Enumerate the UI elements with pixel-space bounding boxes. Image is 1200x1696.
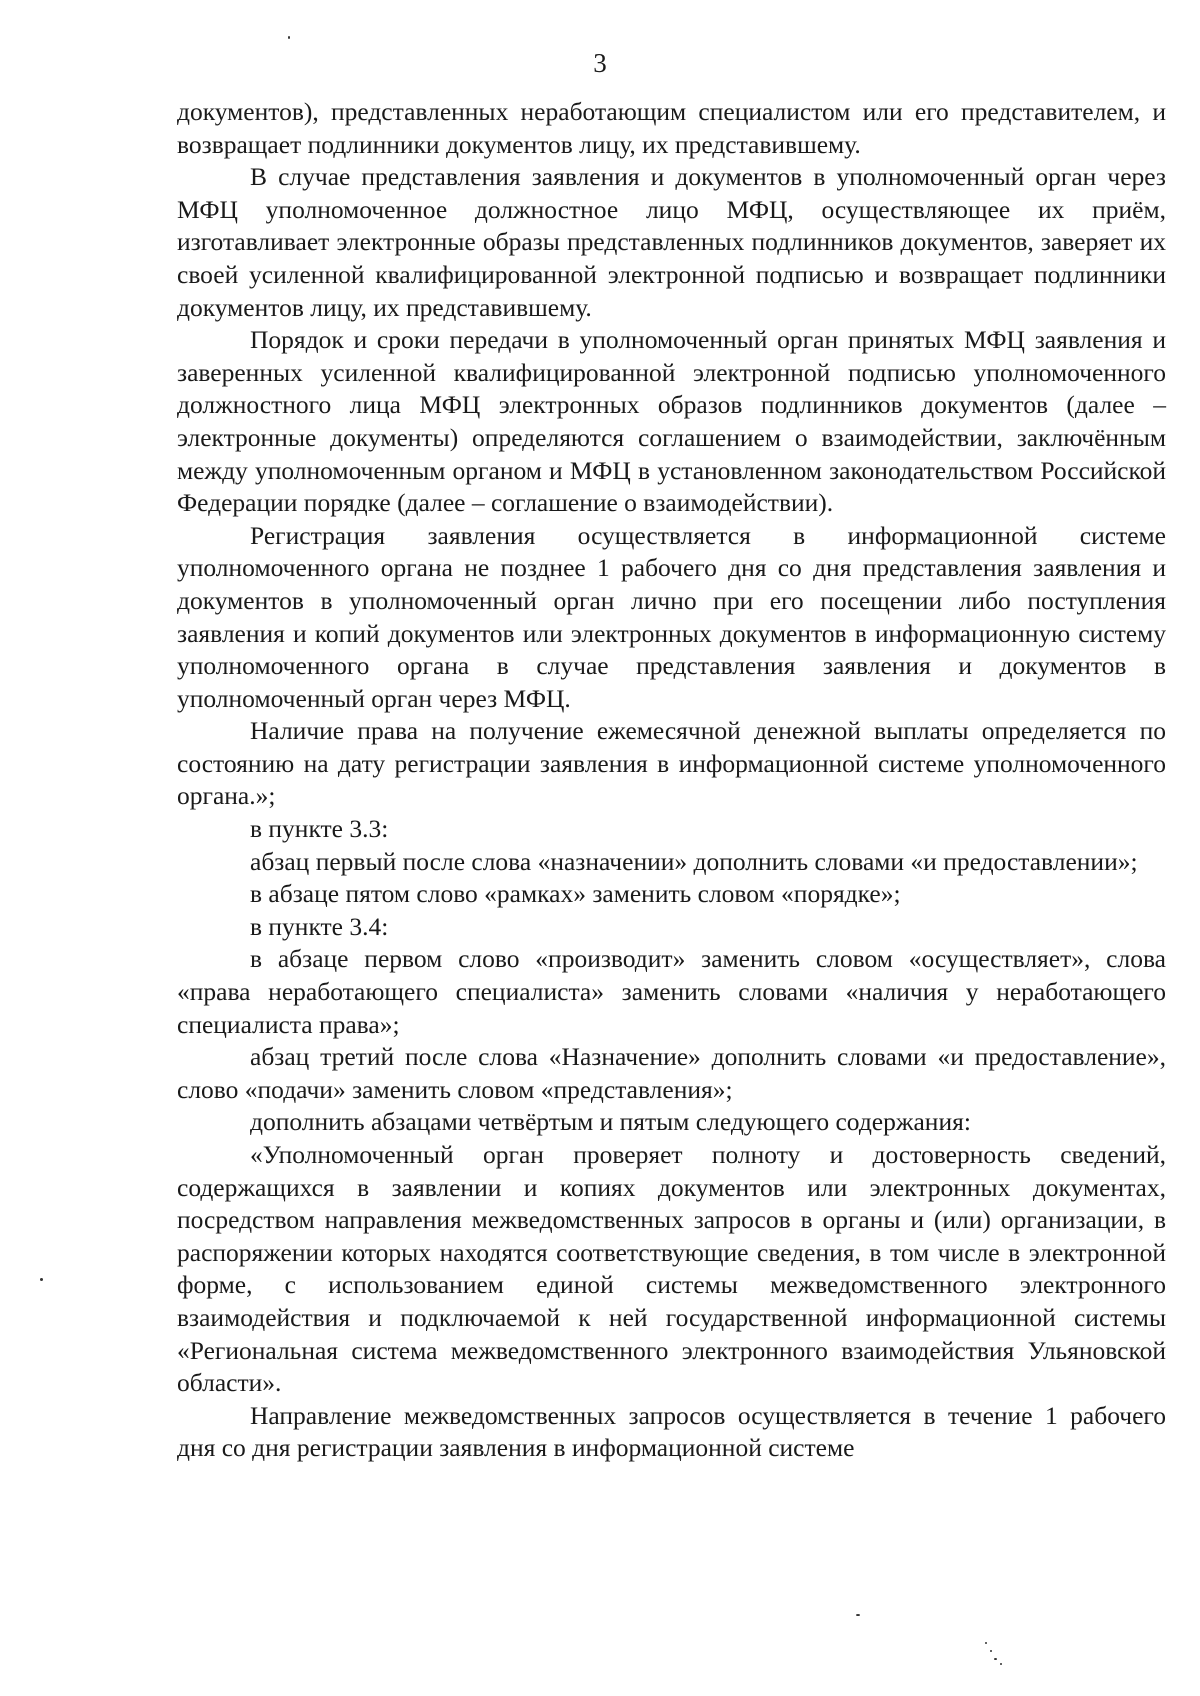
paragraph: Направление межведомственных запросов осуществляется в течение 1 рабочего дня со дня регистрации заявления в информационной системе: [177, 1400, 1166, 1463]
scan-speck: [985, 1642, 987, 1644]
paragraph: абзац первый после слова «назначении» дополнить словами «и предоставлении»;: [250, 846, 1138, 876]
scan-speck: [40, 1278, 43, 1281]
paragraph: Регистрация заявления осуществляется в информационной системе уполномоченного органа не позднее 1 рабочего дня со дня представления заявления и документов в уполномоченный орган лично при его посещении либо поступления заявления и копий документов или электронных документов в информационную систему уполномоченного органа в случае представления заявления и документов в уполномоченный орган через МФЦ.: [177, 520, 1166, 713]
paragraph: «Уполномоченный орган проверяет полноту и достоверность сведений, содержащихся в заявлении и копиях документов или электронных документах, посредством направления межведомственных запросов в органы и (или) организации, в распоряжении которых находятся соответствующие сведения, в том числе в электронной форме, с использованием единой системы межведомственного электронного взаимодействия и подключаемой к ней государственной информационной системы «Региональная система межведомственного электронного взаимодействия Ульяновской области».: [177, 1140, 1166, 1398]
paragraph: документов), представленных неработающим специалистом или его представителем, и возвращает подлинники документов лицу, их представившему.: [177, 97, 1166, 159]
scan-speck: [1000, 1663, 1002, 1665]
paragraph: в пункте 3.3:: [250, 814, 389, 844]
paragraph: В случае представления заявления и документов в уполномоченный орган через МФЦ уполномоченное должностное лицо МФЦ, осуществляющее их приём, изготавливает электронные образы представленных подлинников документов, заверяет их своей усиленной квалифицированной электронной подписью и возвращает подлинники документов лицу, их представившему.: [177, 162, 1166, 322]
scan-speck: [288, 36, 290, 39]
paragraph: Порядок и сроки передачи в уполномоченный орган принятых МФЦ заявления и заверенных усиленной квалифицированной электронной подписью уполномоченного должностного лица МФЦ электронных образов подлинников документов (далее – электронные документы) определяются соглашением о взаимодействии, заключённым между уполномоченным органом и МФЦ в установленном законодательством Российской Федерации порядке (далее – соглашение о взаимодействии).: [177, 325, 1166, 518]
paragraph: Наличие права на получение ежемесячной денежной выплаты определяется по состоянию на дату регистрации заявления в информационной системе уполномоченного органа.»;: [177, 716, 1166, 811]
paragraph: в пункте 3.4:: [250, 911, 389, 941]
document-body: [177, 96, 1166, 1465]
paragraph: абзац третий после слова «Назначение» дополнить словами «и предоставление», слово «подачи» заменить словом «представления»;: [177, 1042, 1166, 1104]
scan-speck: [994, 1658, 997, 1660]
paragraph: дополнить абзацами четвёртым и пятым следующего содержания:: [250, 1107, 971, 1137]
paragraph: в абзаце пятом слово «рамках» заменить словом «порядке»;: [250, 879, 901, 909]
scan-speck: [856, 1614, 860, 1616]
scan-speck: [990, 1650, 992, 1652]
paragraph: в абзаце первом слово «производит» заменить словом «осуществляет», слова «права неработающего специалиста» заменить словами «наличия у неработающего специалиста права»;: [177, 944, 1166, 1039]
page-number: 3: [593, 48, 607, 78]
